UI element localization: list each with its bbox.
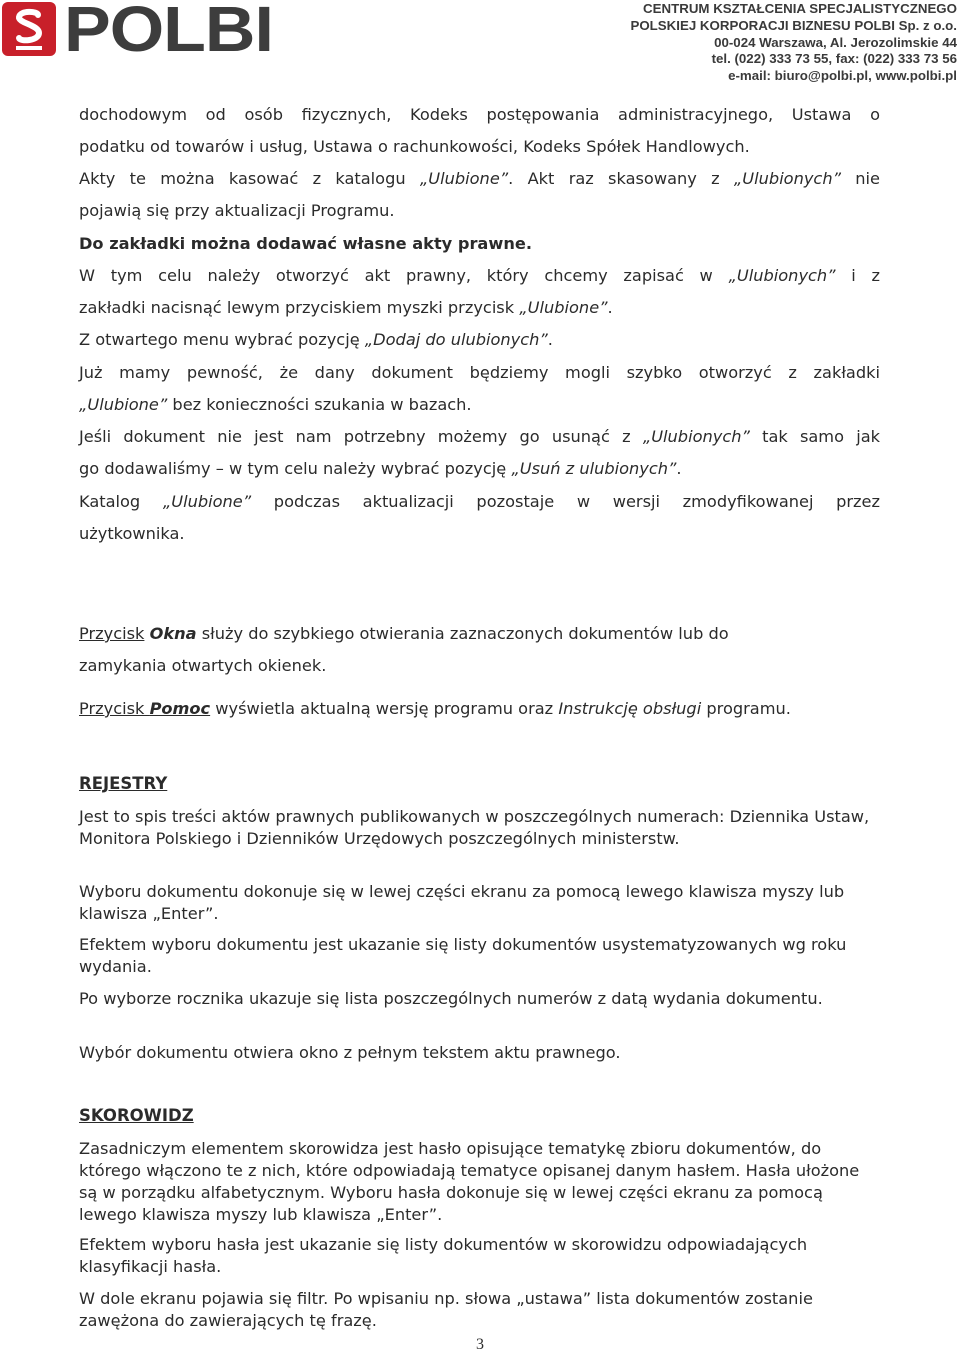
rejestry-heading: REJESTRY	[79, 774, 168, 793]
okna-button-name: Okna	[149, 624, 197, 643]
okna-link[interactable]: Przycisk	[79, 624, 145, 643]
paragraph-line: Akty te można kasować z katalogu „Ulubione”. Akt raz skasowany z „Ulubionych” nie	[79, 169, 880, 188]
rejestry-paragraph: Efektem wyboru dokumentu jest ukazanie się listy dokumentów usystematyzowanych wg roku wydania.	[79, 935, 847, 976]
page-number: 3	[476, 1336, 484, 1353]
paragraph-line: Katalog „Ulubione” podczas aktualizacji pozostaje w wersji zmodyfikowanej przez	[79, 492, 880, 511]
bold-statement: Do zakładki można dodawać własne akty prawne.	[79, 234, 532, 253]
paragraph-line: Już mamy pewność, że dany dokument będziemy mogli szybko otworzyć z zakładki	[79, 363, 880, 382]
skorowidz-paragraph: Efektem wyboru hasła jest ukazanie się listy dokumentów w skorowidzu odpowiadających klasyfikacji hasła.	[79, 1235, 808, 1276]
company-email: e-mail: biuro@polbi.pl, www.polbi.pl	[728, 68, 957, 84]
skorowidz-heading: SKOROWIDZ	[79, 1106, 194, 1125]
paragraph-line: Jeśli dokument nie jest nam potrzebny możemy go usunąć z „Ulubionych” tak samo jak	[79, 427, 880, 446]
company-name-line1: CENTRUM KSZTAŁCENIA SPECJALISTYCZNEGO	[643, 1, 957, 16]
skorowidz-paragraph: W dole ekranu pojawia się filtr. Po wpisaniu np. słowa „ustawa” lista dokumentów zostanie zawężona do zawierających tę frazę.	[79, 1289, 813, 1330]
okna-paragraph: Przycisk Okna służy do szybkiego otwierania zaznaczonych dokumentów lub do	[79, 624, 729, 643]
paragraph-line: zakładki nacisnąć lewym przyciskiem myszki przycisk „Ulubione”.	[79, 298, 613, 317]
rejestry-paragraph: Wybór dokumentu otwiera okno z pełnym tekstem aktu prawnego.	[79, 1043, 621, 1062]
polbi-logo-icon	[2, 2, 56, 56]
paragraph-line: dochodowym od osób fizycznych, Kodeks postępowania administracyjnego, Ustawa o	[79, 105, 880, 124]
paragraph-line: Z otwartego menu wybrać pozycję „Dodaj do ulubionych”.	[79, 330, 553, 349]
paragraph-line: go dodawaliśmy – w tym celu należy wybrać pozycję „Usuń z ulubionych”.	[79, 459, 682, 478]
company-logo	[2, 0, 273, 65]
logo-text: POLBI	[64, 0, 273, 65]
paragraph-line: W tym celu należy otworzyć akt prawny, który chcemy zapisać w „Ulubionych” i z	[79, 266, 880, 285]
pomoc-button-name: Pomoc	[149, 699, 211, 718]
paragraph-line: użytkownika.	[79, 524, 185, 543]
pomoc-link[interactable]: Przycisk Pomoc	[79, 699, 211, 718]
company-name-line2: POLSKIEJ KORPORACJI BIZNESU POLBI Sp. z o.o.	[630, 17, 957, 33]
rejestry-paragraph: Jest to spis treści aktów prawnych publikowanych w poszczególnych numerach: Dziennika Ustaw, Monitora Polskiego i Dzienników Urzędowych poszczególnych ministerstw.	[79, 807, 870, 848]
skorowidz-paragraph: Zasadniczym elementem skorowidza jest hasło opisujące tematykę zbioru dokumentów, do którego włączono te z nich, które odpowiadają tematyce opisanej danym hasłem. Hasła ułożone są w porządku alfabetycznym. Wyboru hasła dokonuje się w lewej części ekranu za pomocą lewego klawisza myszy lub klawisza „Enter”.	[79, 1139, 860, 1224]
rejestry-paragraph: Po wyborze rocznika ukazuje się lista poszczególnych numerów z datą wydania dokumentu.	[79, 989, 823, 1008]
company-info	[630, 1, 957, 85]
okna-paragraph-cont: zamykania otwartych okienek.	[79, 656, 327, 675]
company-phone: tel. (022) 333 73 55, fax: (022) 333 73 56	[711, 51, 957, 67]
rejestry-paragraph: Wyboru dokumentu dokonuje się w lewej części ekranu za pomocą lewego klawisza myszy lub klawisza „Enter”.	[79, 882, 845, 923]
paragraph-line: podatku od towarów i usług, Ustawa o rachunkowości, Kodeks Spółek Handlowych.	[79, 137, 750, 156]
company-address: 00-024 Warszawa, Al. Jerozolimskie 44	[714, 34, 957, 50]
pomoc-paragraph: Przycisk Pomoc wyświetla aktualną wersję programu oraz Instrukcję obsługi programu.	[79, 699, 791, 718]
paragraph-line: „Ulubione” bez konieczności szukania w bazach.	[79, 395, 472, 414]
paragraph-line: pojawią się przy aktualizacji Programu.	[79, 201, 395, 220]
